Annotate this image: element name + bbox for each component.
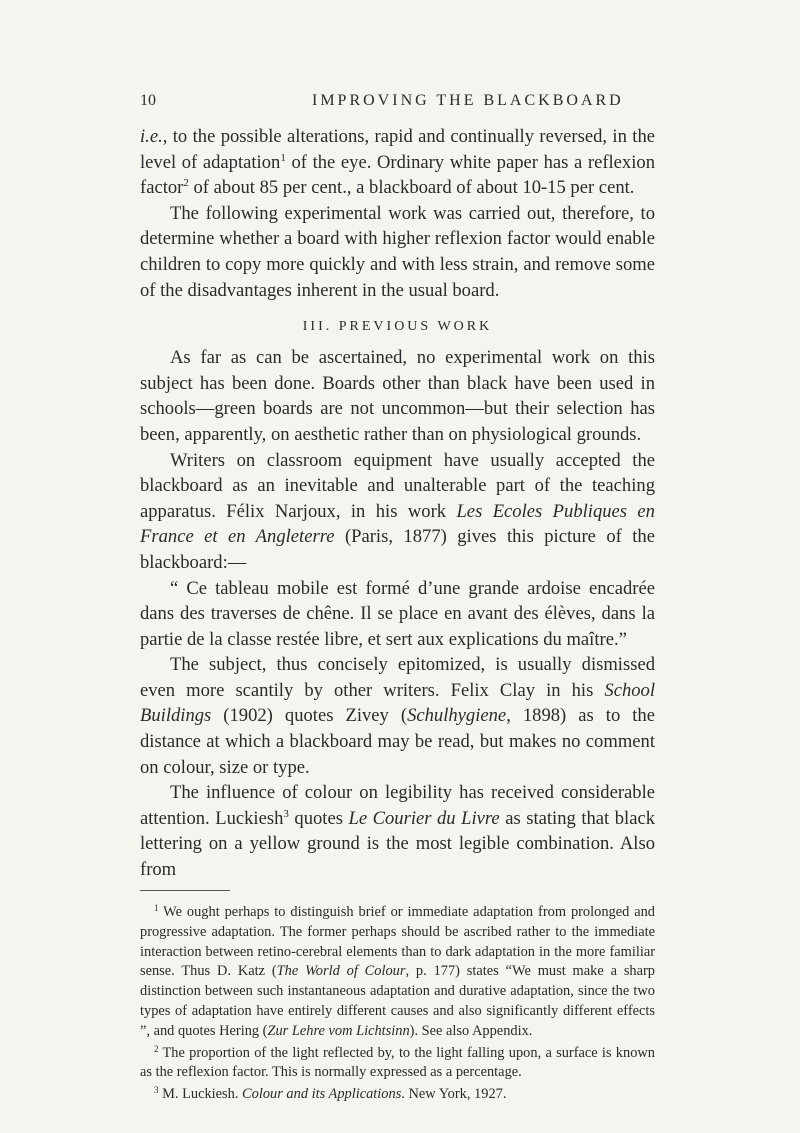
paragraph-7-text-c: as stating that black lettering on a yellow ground is the most legible combination. Also from xyxy=(140,807,655,881)
footnote-3 xyxy=(140,1085,655,1105)
footnote-ref-1[interactable]: 1 xyxy=(280,151,286,164)
book-title-courier: Le Courier du Livre xyxy=(348,807,500,829)
paragraph-1-text-b: of the eye. Ordinary white paper has a reflexion factor xyxy=(140,151,655,199)
paragraph-7 xyxy=(140,780,655,882)
paragraph-3: As far as can be ascertained, no experimental work on this subject has been done. Boards other than black have been used in schools—green boards are not uncommon—but their selection has been, apparently, on aesthetic rather than on physiological grounds. xyxy=(140,347,655,445)
footnotes xyxy=(140,903,655,1107)
paragraph-1-text-a: , to the possible alterations, rapid and continually reversed, in the level of adaptation xyxy=(140,126,655,173)
footnote-1-mark: 1 xyxy=(154,903,159,913)
footnote-1-text-c: ). See also Appendix. xyxy=(409,1022,533,1039)
footnote-1-text-a: We ought perhaps to distinguish brief or immediate adaptation from prolonged and progressive adaptation. The former perhaps should be ascribed rather to the immediate interaction between retino-cerebral elements than to dark adaptation in the more familiar sense. Thus D. Katz ( xyxy=(140,904,655,980)
footnote-3-text-a: M. Luckiesh. xyxy=(158,1086,243,1103)
paragraph-6-text-b: (1902) quotes Zivey ( xyxy=(211,705,408,727)
paragraph-7-text-a: The influence of colour on legibility has received considerable attention. Luckiesh xyxy=(140,782,655,829)
book-title-world-of-colour: The World of Colour xyxy=(276,963,406,980)
body-text xyxy=(140,124,655,883)
footnote-3-text-b: . New York, 1927. xyxy=(401,1086,507,1103)
footnote-1 xyxy=(140,903,655,1042)
book-title-school-buildings: School Buildings xyxy=(140,679,655,727)
footnote-1-text-b: , p. 177) states “We must make a sharp distinction between such instantaneous adaptation and durative adaptation, since the two types of adaptation have entirely different causes and also significantly different effects ”, and quotes Hering ( xyxy=(140,963,655,1039)
book-title-schulhygiene: Schulhygiene xyxy=(407,705,507,727)
book-title-luckiesh: Colour and its Applications xyxy=(242,1086,402,1103)
paragraph-6-text-c: , 1898) as to the distance at which a blackboard may be read, but makes no comment on colour, size or type. xyxy=(140,705,655,778)
footnote-3-mark: 3 xyxy=(154,1085,159,1096)
paragraph-4-text-b: (Paris, 1877) gives this picture of the blackboard:— xyxy=(140,526,655,573)
footnote-2-text: The proportion of the light reflected by, to the light falling upon, a surface is known as the reflexion factor. This is normally expressed as a percentage. xyxy=(140,1044,655,1081)
paragraph-4-text-a: Writers on classroom equipment have usually accepted the blackboard as an inevitable and unalterable part of the teaching apparatus. Félix Narjoux, in his work xyxy=(140,449,655,522)
footnote-ref-2[interactable]: 2 xyxy=(183,177,189,190)
italic-ie: i.e. xyxy=(140,126,163,147)
footnote-ref-3[interactable]: 3 xyxy=(283,807,289,820)
page-header xyxy=(140,92,655,114)
book-title-narjoux: Les Ecoles Publiques en France et en Angleterre xyxy=(140,500,655,548)
paragraph-5-quote: “ Ce tableau mobile est formé d’une grande ardoise encadrée dans des traverses de chêne. Il se place en avant des élèves, dans la partie de la classe restée libre, et sert aux explications du maître.” xyxy=(140,577,655,650)
book-title-hering: Zur Lehre vom Lichtsinn xyxy=(267,1022,410,1039)
paragraph-7-text-b: quotes xyxy=(288,807,349,829)
footnote-2 xyxy=(140,1044,655,1084)
page-number: 10 xyxy=(140,92,156,109)
footnote-divider xyxy=(140,890,230,891)
paragraph-1 xyxy=(140,124,655,201)
paragraph-2: The following experimental work was carried out, therefore, to determine whether a board with higher reflexion factor would enable children to copy more quickly and with less strain, and remove some of the disadvantages inherent in the usual board. xyxy=(140,202,655,301)
paragraph-1-text-c: of about 85 per cent., a blackboard of about 10-15 per cent. xyxy=(188,177,635,199)
paragraph-4 xyxy=(140,448,655,576)
running-head: IMPROVING THE BLACKBOARD xyxy=(312,92,624,109)
paragraph-6 xyxy=(140,652,655,780)
paragraph-6-text-a: The subject, thus concisely epitomized, is usually dismissed even more scantily by other writers. Felix Clay in his xyxy=(140,654,655,701)
section-heading: III. PREVIOUS WORK xyxy=(302,319,493,335)
footnote-2-mark: 2 xyxy=(154,1043,159,1054)
